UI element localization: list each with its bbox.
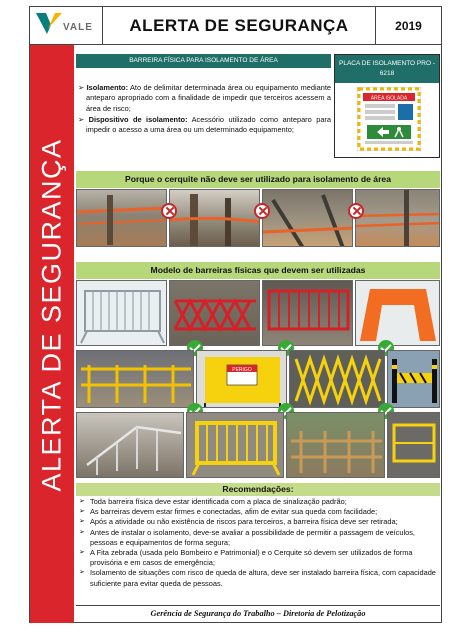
correct-photo-4 <box>355 280 440 346</box>
wrong-mark-icon <box>348 203 364 219</box>
recommendations-heading: Recomendações: <box>76 483 440 496</box>
correct-photo-6 <box>196 350 287 408</box>
wrong-mark-icon <box>254 203 270 219</box>
side-banner-text: ALERTA DE SEGURANÇA <box>36 138 67 492</box>
wrong-usage-heading: Porque o cerquite não deve ser utilizado para isolamento de área <box>76 171 440 188</box>
vale-logo-icon <box>36 13 62 35</box>
sign-caption: ÁREA ISOLADA <box>370 95 408 102</box>
correct-photo-11 <box>286 412 385 478</box>
plate-box <box>334 54 440 158</box>
correct-photo-5 <box>76 350 194 408</box>
logo-text: VALE <box>63 22 93 33</box>
correct-photo-1 <box>76 280 167 346</box>
list-item: ➢ Toda barreira física deve estar identificada com a placa de sinalização padrão; <box>78 497 440 507</box>
list-item: ➢ Isolamento de situações com risco de queda de altura, deve ser instalado barreira física, com capacidade suficiente para evitar queda de pessoas. <box>78 568 440 588</box>
wrong-photo-2 <box>169 189 260 247</box>
safety-alert-page <box>29 6 442 623</box>
plate-heading: PLACA DE ISOLAMENTO PRO - 6218 <box>335 55 439 83</box>
list-item: ➢ Antes de instalar o isolamento, deve-se avaliar a possibilidade de permitir a passagem de veículos, pessoas e equipamentos de forma segura; <box>78 528 440 548</box>
correct-photo-9 <box>76 412 184 478</box>
list-item: ➢ As barreiras devem estar firmes e conectadas, afim de evitar sua queda com facilidade; <box>78 507 440 517</box>
definition-device: ➢ Dispositivo de isolamento: Acessório utilizado como anteparo para impedir o acesso a uma área ou um determinado equipamento; <box>78 114 332 135</box>
footer: Gerência de Segurança do Trabalho – Diretoria de Pelotização <box>76 605 440 622</box>
side-banner <box>30 45 74 623</box>
correct-photo-7 <box>289 350 385 408</box>
company-logo <box>30 7 103 44</box>
correct-photo-2 <box>169 280 260 346</box>
correct-usage-heading: Modelo de barreiras físicas que devem ser utilizadas <box>76 262 440 279</box>
correct-photo-3 <box>262 280 353 346</box>
barrier-definitions <box>76 83 331 136</box>
recommendations-list <box>78 497 440 589</box>
wrong-photo-3 <box>262 189 353 247</box>
isolation-sign-image <box>357 87 421 151</box>
page-title: ALERTA DE SEGURANÇA <box>103 7 376 44</box>
year-label: 2019 <box>395 18 422 33</box>
correct-photo-12 <box>387 412 440 478</box>
wrong-photo-1 <box>76 189 167 247</box>
list-item: ➢ A Fita zebrada (usada pelo Bombeiro e Patrimonial) e o Cerquite só devem ser utilizados de forma provisória e em casos de emergência; <box>78 548 440 568</box>
wrong-photo-4 <box>355 189 440 247</box>
correct-photo-8 <box>387 350 440 408</box>
barrier-heading: BARREIRA FÍSICA PARA ISOLAMENTO DE ÁREA <box>76 54 331 68</box>
wrong-mark-icon <box>161 203 177 219</box>
list-item: ➢ Após a atividade ou não existência de riscos para terceiros, a barreira física deve ser retirada; <box>78 517 440 527</box>
correct-photo-10 <box>186 412 284 478</box>
header <box>30 7 441 45</box>
danger-sign-text: PERIGO <box>232 367 252 373</box>
definition-isolation: ➢ Isolamento: Ato de delimitar determinada área ou equipamento mediante anteparo apropriado com a finalidade de impedir que terceiros acessem a área de risco; <box>78 83 332 113</box>
